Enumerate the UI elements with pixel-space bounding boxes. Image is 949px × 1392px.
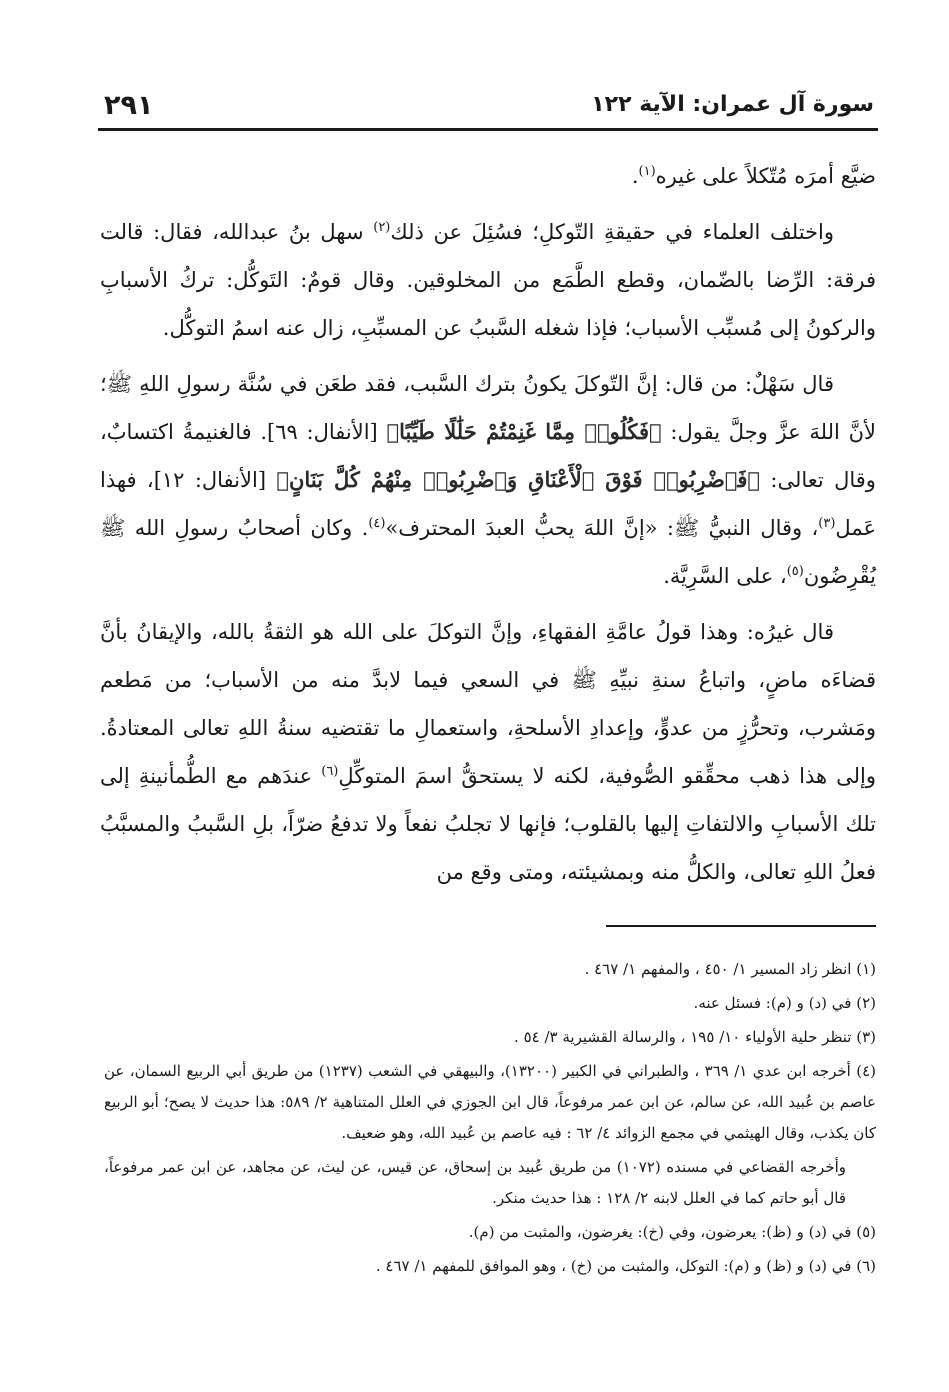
footnote-rule [606, 925, 876, 927]
paragraph-4-a: قال غيرُه: وهذا قولُ عامَّةِ الفقهاءِ، وإنَّ التوكلَ على الله هو الثقةُ بالله، والإيقانُ بأنَّ قضاءَه ماضٍ، واتباعُ سنةِ نبيِّهِ ﷺ في السعي فيما لابدَّ منه من الأسباب؛ من مَطعم ومَشرب، وتحرُّزٍ من عدوٍّ، وإعدادِ الأسلحةِ، واستعمالِ ما تقتضيه سنةُ اللهِ تعالى المعتادةُ. وإلى هذا ذهب محقِّقو الصُّوفية، لكنه لا يستحقُّ اسمَ المتوكِّلِ [100, 620, 876, 788]
footnote-marker-5: (٥) [786, 564, 804, 579]
paragraph-2-b: سهل بنُ عبدالله، فقال: قالت فرقة: الرِّضا بالضّمان، وقطع الطَّمَع من المخلوقين. وقال قومٌ: التَوكُّل: تركُ الأسبابِ والركونُ إلى مُسبِّب الأسباب؛ فإذا شغله السَّببُ عن المسبِّبِ، زال عنه اسمُ التوكُّل. [100, 220, 876, 340]
quran-verse-1: ﴿فَكُلُوا۟ مِمَّا غَنِمْتُمْ حَلَٰلًا طَيِّبًا﴾ [386, 419, 662, 444]
footnote-3: (٣) تنظر حلية الأولياء ١٠/ ١٩٥ ، والرسالة القشيرية ٣/ ٥٤ . [514, 1028, 876, 1046]
paragraph-2-a: واختلف العلماء في حقيقةِ التّوكلِ؛ فسُئِلَ عن ذلك [390, 220, 834, 244]
paragraph-3-f: ، على السَّرِيَّة. [663, 564, 787, 588]
footnote-marker-4: (٤) [368, 516, 386, 531]
footnotes [104, 954, 876, 1285]
header-rule [98, 128, 878, 131]
main-text [100, 152, 876, 904]
footnote-1: (١) انظر زاد المسير ١/ ٤٥٠ ، والمفهم ١/ ٤٦٧ . [584, 960, 876, 978]
paragraph-2 [100, 208, 876, 352]
page-header [98, 86, 876, 126]
footnote-marker-3: (٣) [818, 516, 836, 531]
footnote-5: (٥) في (د) و (ظ): يعرضون، وفي (خ): يغرضون، والمثبت من (م). [468, 1223, 876, 1241]
footnote-2: (٢) في (د) و (م): فسئل عنه. [693, 994, 876, 1012]
footnote-marker-2: (٢) [373, 220, 391, 235]
paragraph-1-tail: . [631, 164, 639, 188]
footnote-4-continued: وأخرجه القضاعي في مسنده (١٠٧٢) من طريق عُبيد بن إسحاق، عن قيس، عن ليث، عن مجاهد، عن ابن عمر مرفوعاً، قال أبو حاتم كما في العلل لابنه ٢/ ١٢٨ : هذا حديث منكر. [104, 1158, 846, 1207]
footnote-6: (٦) في (د) و (ظ) و (م): التوكل، والمثبت من (خ) ، وهو الموافق للمفهم ١/ ٤٦٧ . [375, 1257, 876, 1275]
paragraph-3-c: [الأنفال: ١٢]، فهذا عَمل [100, 468, 876, 540]
paragraph-3-b: [الأنفال: ٦٩]. فالغنيمةُ اكتسابٌ، وقال تعالى: [100, 420, 876, 492]
paragraph-1-text: ضيَّع أمرَه مُتّكلاً على غيره [655, 164, 876, 188]
paragraph-3-d: ، وقال النبيُّ ﷺ: «إنَّ اللهَ يحبُّ العبدَ المحترف» [385, 516, 819, 540]
page-number: ٢٩١ [104, 90, 154, 121]
quran-verse-2: ﴿فَٱضْرِبُوا۟ فَوْقَ ٱلْأَعْنَاقِ وَٱضْرِبُوا۟ مِنْهُمْ كُلَّ بَنَانٍ﴾ [276, 467, 761, 492]
paragraph-4 [100, 608, 876, 896]
paragraph-3-a: قال سَهْلٌ: من قال: إنَّ التّوكلَ يكونُ بترك السَّبب، فقد طعَن في سُنَّة رسولِ اللهِ ﷺ؛ لأنَّ اللهَ عزَّ وجلَّ يقول: [100, 372, 876, 444]
footnote-marker-1: (١) [638, 164, 656, 179]
footnote-4: (٤) أخرجه ابن عدي ١/ ٣٦٩ ، والطبراني في الكبير (١٣٢٠٠)، والبيهقي في الشعب (١٢٣٧) من طريق أبي الربيع السمان، عن عاصم بن عُبيد الله، عن سالم، عن ابن عمر مرفوعاً، قال ابن الجوزي في العلل المتناهية ٢/ ٥٨٩: هذا حديث لا يصح؛ أبو الربيع كان يكذب، وقال الهيثمي في مجمع الزوائد ٤/ ٦٢ : فيه عاصم بن عُبيد الله، وهو ضعيف. [104, 1062, 877, 1142]
running-title: سورة آل عمران: الآية ١٢٢ [591, 92, 874, 117]
paragraph-3-e: . وكان أصحابُ رسولِ الله ﷺ يُقْرِضُون [100, 516, 876, 588]
paragraph-3 [100, 360, 876, 600]
footnote-marker-6: (٦) [321, 764, 339, 779]
paragraph-4-b: عندَهم مع الطُّمأنينةِ إلى تلك الأسبابِ والالتفاتِ إليها بالقلوب؛ فإنها لا تجلبُ نفعاً ولا تدفعُ ضرّاً، بلِ السَّببُ والمسبَّبُ فعلُ اللهِ تعالى، والكلُّ منه وبمشيئته، ومتى وقع من [100, 764, 876, 884]
paragraph-1 [100, 152, 876, 200]
